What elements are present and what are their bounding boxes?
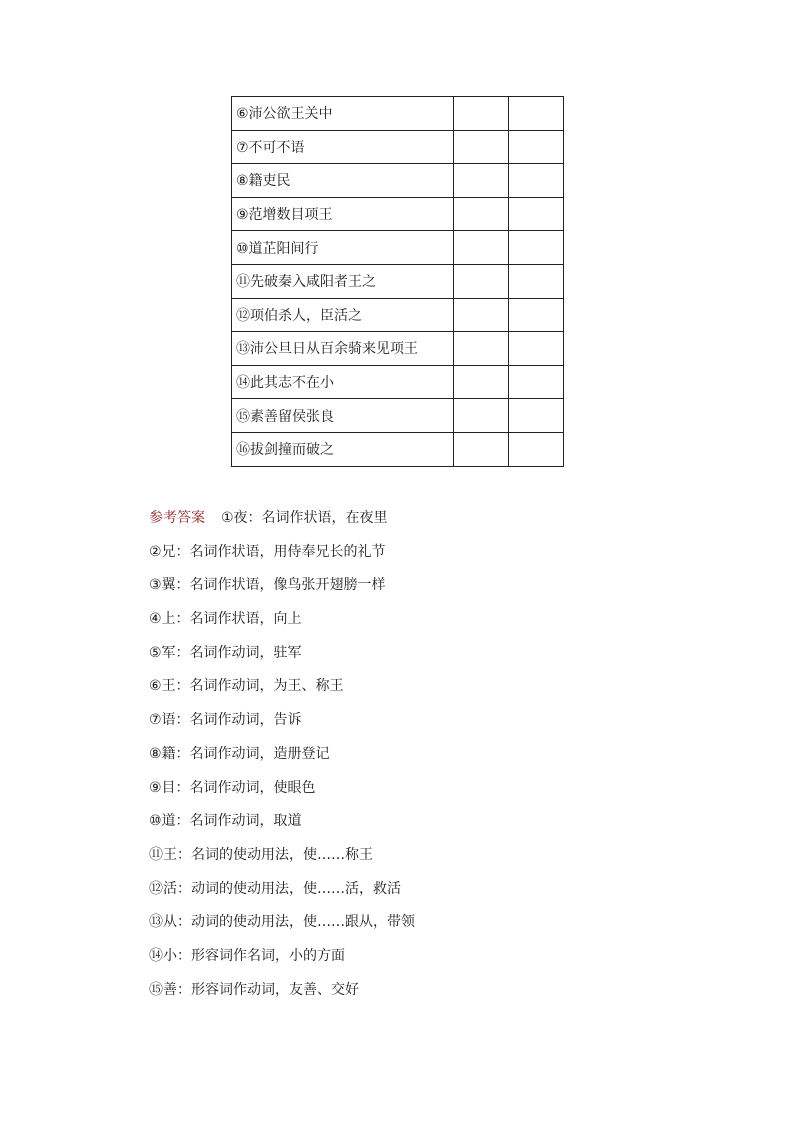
table-cell-blank [454, 197, 509, 231]
table-cell-phrase: ⑮素善留侯张良 [232, 399, 454, 433]
table-cell-blank [509, 365, 564, 399]
table-cell-blank [454, 365, 509, 399]
table-cell-blank [509, 399, 564, 433]
answer-line: ⑩道：名词作动词，取道 [149, 813, 302, 830]
table-cell-blank [454, 130, 509, 164]
answer-line: ⑨目：名词作动词，使眼色 [149, 779, 316, 796]
table-row [232, 365, 564, 399]
table-cell-blank [454, 264, 509, 298]
table-cell-blank [454, 231, 509, 265]
table-row [232, 231, 564, 265]
table-row [232, 264, 564, 298]
answer-section [149, 508, 415, 1013]
table-row [232, 399, 564, 433]
table-cell-phrase: ⑨范增数目项王 [232, 197, 454, 231]
answer-heading: 参考答案 [149, 510, 205, 526]
answer-line: ⑪王：名词的使动用法，使……称王 [149, 846, 373, 863]
table-cell-blank [509, 432, 564, 466]
table-cell-phrase: ⑫项伯杀人，臣活之 [232, 298, 454, 332]
table-cell-phrase: ⑯拔剑撞而破之 [232, 432, 454, 466]
table-cell-phrase: ⑥沛公欲王关中 [232, 97, 454, 131]
table-row [232, 432, 564, 466]
answer-line: ⑭小：形容词作名词，小的方面 [149, 947, 345, 964]
table-cell-blank [454, 164, 509, 198]
table-cell-blank [454, 298, 509, 332]
table-cell-blank [454, 399, 509, 433]
table-cell-blank [454, 332, 509, 366]
table-cell-blank [454, 97, 509, 131]
table-cell-blank [509, 231, 564, 265]
answer-line [149, 508, 415, 542]
table-cell-blank [509, 97, 564, 131]
table-cell-blank [509, 332, 564, 366]
answer-line: ⑮善：形容词作动词，友善、交好 [149, 981, 359, 998]
table-row [232, 197, 564, 231]
table-cell-phrase: ⑪先破秦入咸阳者王之 [232, 264, 454, 298]
answer-line: ⑦语：名词作动词，告诉 [149, 712, 302, 729]
exercise-table [231, 96, 564, 467]
answer-line: ④上：名词作状语，向上 [149, 611, 302, 628]
answer-line: ⑤军：名词作动词，驻军 [149, 644, 302, 661]
table-row [232, 298, 564, 332]
answer-text: ①夜：名词作状语，在夜里 [221, 510, 388, 526]
table-cell-blank [509, 197, 564, 231]
table-row [232, 130, 564, 164]
answer-line: ⑥王：名词作动词，为王、称王 [149, 678, 344, 695]
table-cell-phrase: ⑧籍吏民 [232, 164, 454, 198]
table-row [232, 332, 564, 366]
table-cell-phrase: ⑭此其志不在小 [232, 365, 454, 399]
table-row [232, 97, 564, 131]
answer-line: ③翼：名词作状语，像鸟张开翅膀一样 [149, 577, 386, 594]
answer-line: ⑧籍：名词作动词，造册登记 [149, 745, 330, 762]
answer-line: ②兄：名词作状语，用侍奉兄长的礼节 [149, 543, 386, 560]
table-cell-blank [509, 298, 564, 332]
table-cell-phrase: ⑩道芷阳间行 [232, 231, 454, 265]
table-cell-phrase: ⑬沛公旦日从百余骑来见项王 [232, 332, 454, 366]
table-cell-blank [454, 432, 509, 466]
table-cell-phrase: ⑦不可不语 [232, 130, 454, 164]
table-cell-blank [509, 130, 564, 164]
answer-line: ⑬从：动词的使动用法，使……跟从，带领 [149, 914, 415, 931]
answer-line: ⑫活：动词的使动用法，使……活，救活 [149, 880, 401, 897]
table-row [232, 164, 564, 198]
table-cell-blank [509, 264, 564, 298]
table-cell-blank [509, 164, 564, 198]
